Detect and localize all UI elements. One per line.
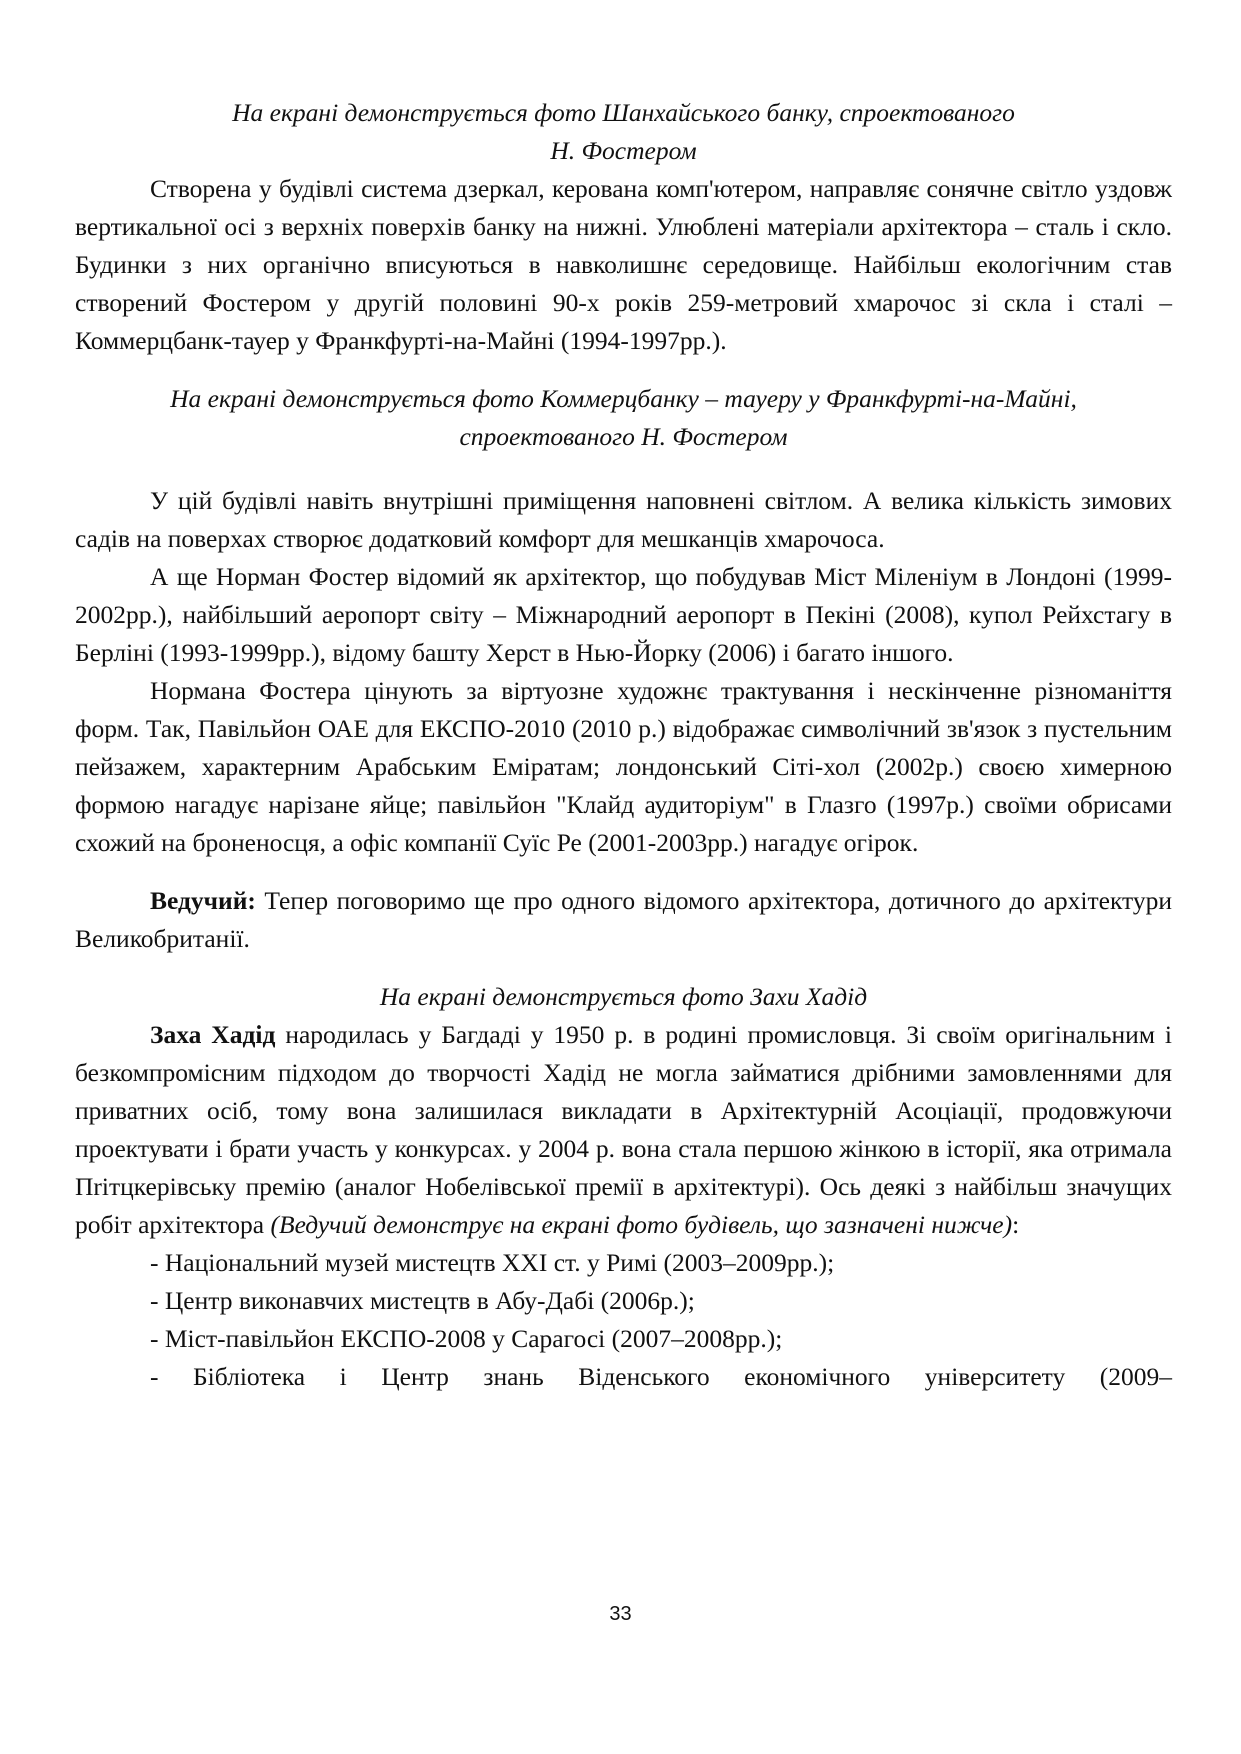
works-list bbox=[75, 1244, 1172, 1396]
page-content bbox=[75, 94, 1172, 1396]
caption-commerzbank bbox=[75, 380, 1172, 456]
zaha-text: народилась у Багдаді у 1950 р. в родині промисловця. Зі своїм оригінальним і безкомпромісним підходом до творчості Хадід не могла займатися дрібними замовленнями для приватних осіб, тому вона залишилася викладати в Архітектурній Асоціації, продовжуючи проектувати і брати участь у конкурсах. у 2004 р. вона стала першою жінкою в історії, яка отримала Пrітцкерівську премію (аналог Нобелівської премії в архітектурі). Ось деякі з найбільш значущих робіт архітектора bbox=[75, 1020, 1172, 1239]
host-text: Тепер поговоримо ще про одного відомого архітектора, дотичного до архітектури Великобританії. bbox=[75, 886, 1172, 953]
paragraph-zaha-hadid bbox=[75, 1016, 1172, 1244]
zaha-colon: : bbox=[1012, 1210, 1020, 1239]
host-label: Ведучий: bbox=[150, 886, 256, 915]
caption-line: На екрані демонструється фото Коммерцбанку – тауеру у Франкфурті-на-Майні, bbox=[170, 384, 1077, 413]
list-item: - Центр виконавчих мистецтв в Абу-Дабі (2006р.); bbox=[150, 1286, 695, 1315]
list-item: - Бібліотека і Центр знань Віденського економічного університету (2009– bbox=[150, 1362, 1172, 1391]
caption-zaha-hadid: На екрані демонструється фото Захи Хадід bbox=[379, 982, 868, 1011]
paragraph-mirror-system: Створена у будівлі система дзеркал, керована комп'ютером, направляє сонячне світло уздовж вертикальної осі з верхніх поверхів банку на нижні. Улюблені матеріали архітектора – сталь і скло. Будинки з них органічно вписуються в навколишнє середовище. Найбільш екологічним став створений Фостером у другій половині 90-х років 259-метровий хмарочос зі скла і сталі – Коммерцбанк-тауер у Франкфурті-на-Майні (1994-1997рр.). bbox=[75, 174, 1172, 355]
caption-line: Н. Фостером bbox=[550, 136, 697, 165]
list-item: - Міст-павільйон ЕКСПО-2008 у Сарагосі (2007–2008рр.); bbox=[150, 1324, 783, 1353]
caption-line: спроектованого Н. Фостером bbox=[459, 422, 788, 451]
paragraph-foster-forms: Нормана Фостера цінують за віртуозне художнє трактування і нескінченне різноманіття форм. Так, Павільйон ОАЕ для ЕКСПО-2010 (2010 р.) відображає символічний зв'язок з пустельним пейзажем, характерним Арабським Еміратам; лондонський Сіті-хол (2002р.) своєю химерною формою нагадує нарізане яйце; павільйон "Клайд аудиторіум" в Глазго (1997р.) своїми обрисами схожий на броненосця, а офіс компанії Суїс Ре (2001-2003рр.) нагадує огірок. bbox=[75, 676, 1172, 857]
caption-shanghai-bank bbox=[75, 94, 1172, 170]
zaha-name: Заха Хадід bbox=[150, 1020, 276, 1049]
paragraph-foster-works: А ще Норман Фостер відомий як архітектор, що побудував Міст Міленіум в Лондоні (1999-2002рр.), найбільший аеропорт світу – Міжнародний аеропорт в Пекіні (2008), купол Рейхстагу в Берліні (1993-1999рр.), відому башту Херст в Нью-Йорку (2006) і багато іншого. bbox=[75, 562, 1172, 667]
page-number: 33 bbox=[609, 1603, 632, 1625]
caption-line: На екрані демонструється фото Шанхайського банку, спроектованого bbox=[232, 98, 1015, 127]
paragraph-interior-light: У цій будівлі навіть внутрішні приміщення наповнені світлом. А велика кількість зимових садів на поверхах створює додатковий комфорт для мешканців хмарочоса. bbox=[75, 486, 1172, 553]
paragraph-host-intro bbox=[75, 882, 1172, 958]
zaha-stage-note: (Ведучий демонструє на екрані фото будівель, що зазначені нижче) bbox=[270, 1210, 1013, 1239]
list-item: - Національний музей мистецтв XXI ст. у Римі (2003–2009рр.); bbox=[150, 1248, 835, 1277]
